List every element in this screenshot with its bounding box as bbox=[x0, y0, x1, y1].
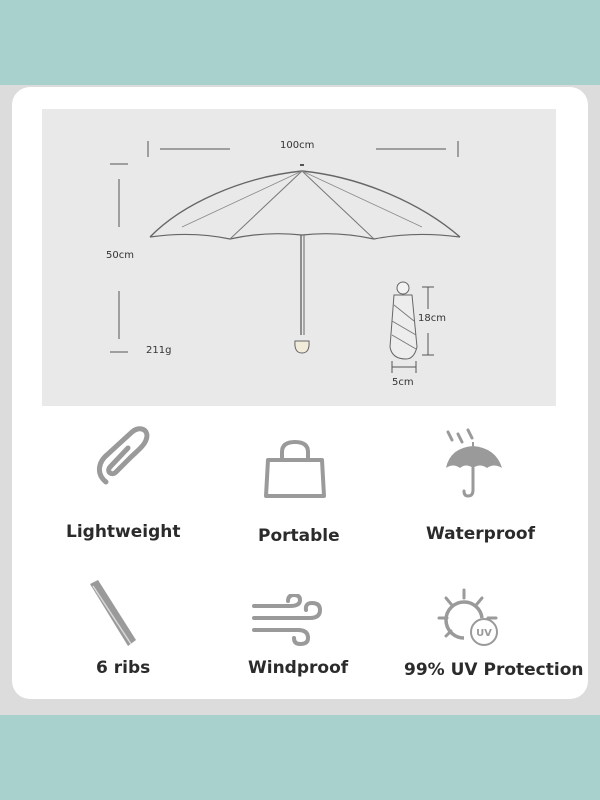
weight-label: 211g bbox=[146, 345, 172, 356]
bag-icon bbox=[262, 440, 328, 500]
rib-icon bbox=[84, 578, 140, 648]
width-label: 100cm bbox=[280, 140, 315, 151]
feature-label-lightweight: Lightweight bbox=[66, 522, 181, 542]
folded-width-label: 5cm bbox=[392, 377, 414, 388]
dimension-diagram bbox=[42, 109, 556, 406]
svg-text:UV: UV bbox=[476, 628, 492, 639]
wind-icon bbox=[250, 594, 324, 646]
bottom-band bbox=[0, 715, 600, 800]
height-label: 50cm bbox=[106, 250, 134, 261]
folded-length-label: 18cm bbox=[418, 313, 446, 324]
feature-label-waterproof: Waterproof bbox=[426, 524, 535, 544]
feature-label-windproof: Windproof bbox=[248, 658, 349, 678]
umbrella-rain-icon bbox=[440, 428, 506, 500]
top-band bbox=[0, 0, 600, 85]
feature-label-uv-protection: 99% UV Protection bbox=[404, 660, 584, 680]
paperclip-icon bbox=[90, 424, 156, 492]
feature-label-ribs: 6 ribs bbox=[96, 658, 151, 678]
feature-label-portable: Portable bbox=[258, 526, 340, 546]
sun-uv-icon bbox=[436, 588, 504, 648]
